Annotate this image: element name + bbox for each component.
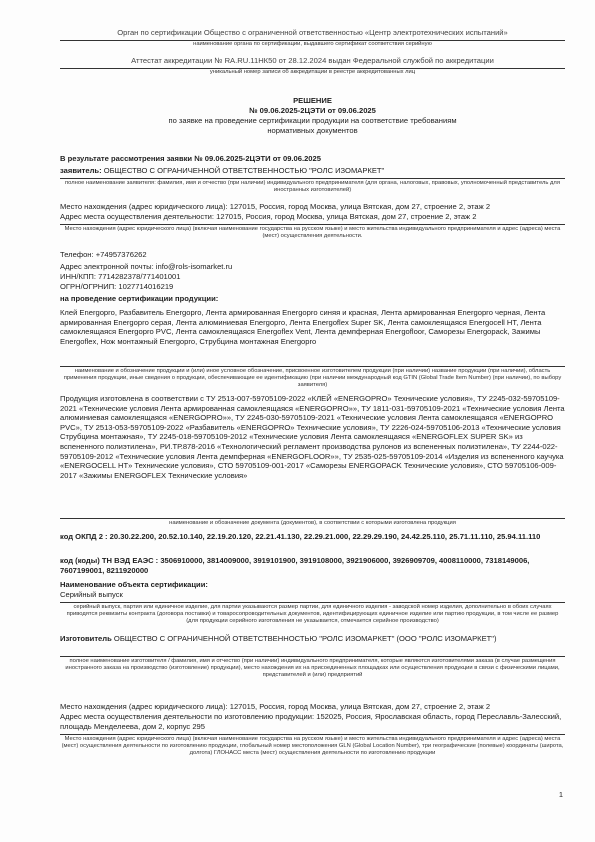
certification-label: на проведение сертификации продукции: xyxy=(60,294,219,303)
okpd-codes: код ОКПД 2 : 20.30.22.200, 20.52.10.140, 22.19.20.120, 22.21.41.130, 22.29.21.000, 22.29.29.190, 24.42.25.110, 25.71.11.110, 25.94.11.110 xyxy=(60,532,541,541)
applicant-label: заявитель: xyxy=(60,166,102,175)
decision-number: № 09.06.2025-2ЦЭТИ от 09.06.2025 xyxy=(249,106,376,115)
accreditation-line: Аттестат аккредитации № RA.RU.11НК50 от 28.12.2024 выдан Федеральной службой по аккредитации xyxy=(131,56,494,65)
accreditation-caption: уникальный номер записи об аккредитации в реестре аккредитованных лиц xyxy=(209,69,416,75)
manufacturer-label: Изготовитель xyxy=(60,634,112,643)
applicant-caption: полное наименование заявителя: фамилия, имя и отчество (при наличии) индивидуального предпринимателя (для органа, налоговых, правовых, уполномоченный представитель для иностранных изготовителей) xyxy=(65,180,560,194)
standards-text: Продукция изготовлена в соответствии с ТУ 2513-007-59705109-2022 «КЛЕЙ «ENERGOPRO» Технические условия», ТУ 2245-032-59705109-2021 «Технические условия Лента армированная самоклеящаяся «ENERGOPRO»», ТУ 1811-031-59705109-2021 «Технические условия Лента алюминиевая самоклеящаяся «ENERGOPRO»», ТУ 2245-030-59705109-2021 «Технические условия Лента самоклеящаяся «ENERGOPRO PVC», ТУ 2513-053-59705109-2022 «Разбавитель «ENERGOPRO» Технические условия», ТУ 2226-024-59705106-2013 «Технические условия Струбцина монтажная», ТУ 2245-018-59705109-2012 «Технические условия Лента самоклеящаяся «ENERGOFLEX SUPER SK» из вспененного полиэтилена», РИ.ТР.878-2016 «Технологический регламент производства рулонов из вспененных полиэтилена», ТУ 2244-022-59705109-2012 «Технические условия Лента демпферная «ENERGOFLOOR»», ТУ 2535-025-59705109-2014 «Изделия из вспененного каучука «ENERGOCELL HT» Технические условия», СТО 59705109-001-2017 «Саморезы ENERGOPACK Технические условия», СТО 59705106-009-2017 «Зажимы ENERGOFLEX Технические условия» xyxy=(60,394,565,480)
manufacturer-location-caption: Место нахождения (адрес юридического лица) (включая наименование государства на русском языке) и место жительства индивидуального предпринимателя и адрес (адреса) места (мест) осуществления деятельности по изготовлению продукции, глобальный номер местоположения GLN (Global Location Number), три географические (полевые) координаты (широта, долгота) ГЛОНАСС места (мест) осуществления деятельности по изготовлению продукции xyxy=(61,736,564,757)
divider xyxy=(60,178,565,179)
manufacturer-location: Место нахождения (адрес юридического лица): 127015, Россия, город Москва, улица Вятская, дом 27, строение 2, этаж 2 xyxy=(60,702,491,711)
object-caption: серийный выпуск, партия или единичное изделие, для партии указываются размер партии, для единичного изделия - заводской номер изделия, дополнительно в обоих случаях приводятся реквизиты контракта (договора поставки) и товаросопроводительных документов, идентифицирующих единичное изделие или партию продукции, в том числе ее размер (для продукции серийного изготовления не указывается, отмечается серийное производство) xyxy=(66,604,559,625)
manufacturer-activity: Адрес места осуществления деятельности по изготовлению продукции: 152025, Россия, Ярославская область, город Переславль-Залесский, площадь Менделеева, дом 2, корпус 295 xyxy=(60,712,562,731)
object-value: Серийный выпуск xyxy=(60,590,123,599)
divider xyxy=(60,602,565,603)
page-number: 1 xyxy=(558,790,563,799)
applicant-line xyxy=(60,166,565,176)
result-line: В результате рассмотрения заявки № 09.06.2025-2ЦЭТИ от 09.06.2025 xyxy=(60,154,321,163)
email: Адрес электронной почты: info@rols-isomarket.ru xyxy=(60,262,233,271)
tnved-codes: код (коды) ТН ВЭД ЕАЭС : 3506910000, 3814009000, 3919101900, 3919108000, 3921906000, 3926909709, 4008110000, 7318149006, 7607199001, 8211920000 xyxy=(60,556,530,575)
divider xyxy=(60,518,565,519)
phone: Телефон: +74957376262 xyxy=(60,250,147,259)
divider xyxy=(60,224,565,225)
inn-kpp: ИНН/КПП: 7714282378/771401001 xyxy=(60,272,181,281)
standards-caption: наименование и обозначение документа (документов), в соответствии с которыми изготовлена продукция xyxy=(169,520,456,526)
object-label: Наименование объекта сертификации: xyxy=(60,580,208,589)
applicant-activity: Адрес места осуществления деятельности: 127015, Россия, город Москва, улица Вятская, дом 27, строение 2, этаж 2 xyxy=(60,212,477,221)
organ-caption: наименование органа по сертификации, выдавшего сертификат соответствия серийную xyxy=(193,41,432,47)
divider xyxy=(60,734,565,735)
manufacturer-line xyxy=(60,634,565,644)
manufacturer-name: ОБЩЕСТВО С ОГРАНИЧЕННОЙ ОТВЕТСТВЕННОСТЬЮ "РОЛС ИЗОМАРКЕТ" (ООО "РОЛС ИЗОМАРКЕТ") xyxy=(113,634,497,643)
decision-subtitle-2: нормативных документов xyxy=(267,126,358,135)
organ-line: Орган по сертификации Общество с ограниченной ответственностью «Центр электротехнических испытаний» xyxy=(117,28,508,37)
divider xyxy=(60,366,565,367)
applicant-name: ОБЩЕСТВО С ОГРАНИЧЕННОЙ ОТВЕТСТВЕННОСТЬЮ "РОЛС ИЗОМАРКЕТ" xyxy=(103,166,385,175)
products-caption: наименование и обозначение продукции и (или) иное условное обозначение, присвоенное изготовителем продукции (при наличии) название продукции (при наличии), область применения продукции, иные сведения о продукции, обеспечивающие ее идентификацию (при наличии международный код GTIN (Global Trade Item Number) (при наличии), по выбору заявителя) xyxy=(63,368,562,389)
divider xyxy=(60,656,565,657)
manufacturer-caption: полное наименование изготовителя / фамилия, имя и отчество (при наличии) индивидуального предпринимателя, которые являются изготовителями заказа (в случае размещения иностранного заказа на производство (изготовление) продукции), место нахождения их на присоединенных площадках или осуществления продукции в связи с физическими лицами, представителей и (или) предприятий xyxy=(65,658,560,679)
applicant-location: Место нахождения (адрес юридического лица): 127015, Россия, город Москва, улица Вятская, дом 27, строение 2, этаж 2 xyxy=(60,202,491,211)
products-text: Клей Energopro, Разбавитель Energopro, Лента армированная Energopro синяя и красная, Лента армированная Energopro черная, Лента армированная Energopro серая, Лента алюминиевая Energopro, Лента Energoflex Super SK, Лента самоклеящаяся Energocell HT, Лента самоклеящаяся Energopro PVC, Лента самоклеящаяся Energoflex Vent, Лента демпферная Energofloor, Саморезы Energopack, Зажимы Energoflex, Нож монтажный Energopro, Струбцина монтажная Energopro xyxy=(60,308,546,346)
location-caption: Место нахождения (адрес юридического лица) (включая наименование государства на русском языке) и место жительства индивидуального предпринимателя и адрес (адреса) места (мест) осуществления деятельности. xyxy=(64,226,561,240)
decision-title: РЕШЕНИЕ xyxy=(293,96,332,105)
decision-subtitle-1: по заявке на проведение сертификации продукции на соответствие требованиям xyxy=(168,116,457,125)
ogrn: ОГРН/ОГРНИП: 1027714016219 xyxy=(60,282,174,291)
